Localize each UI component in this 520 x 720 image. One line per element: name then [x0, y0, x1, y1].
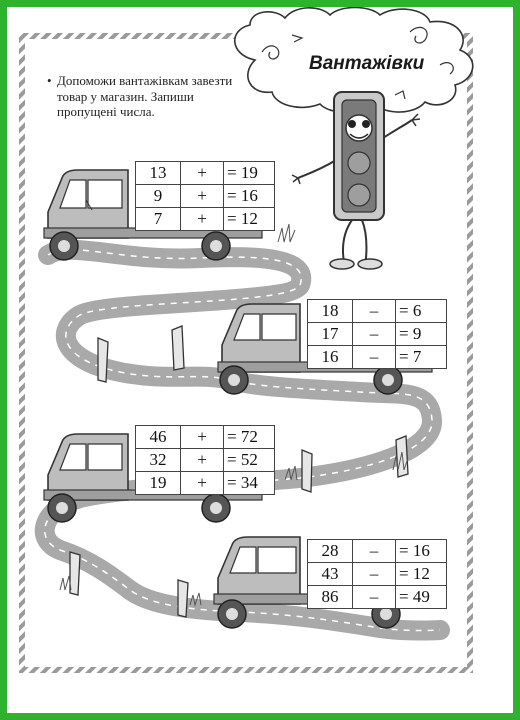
- equation-row: [136, 162, 275, 185]
- result-cell: = 52: [224, 449, 275, 472]
- first-number: 28: [308, 540, 353, 563]
- first-number: 18: [308, 300, 353, 323]
- operator-cell[interactable]: –: [353, 563, 396, 586]
- result-cell: = 9: [396, 323, 447, 346]
- equation-row: [308, 586, 447, 609]
- first-number: 32: [136, 449, 181, 472]
- operator-cell[interactable]: +: [181, 426, 224, 449]
- truck-1-equations: [135, 161, 275, 231]
- equation-row: [308, 540, 447, 563]
- operator-cell[interactable]: +: [181, 185, 224, 208]
- equation-row: [308, 563, 447, 586]
- first-number: 86: [308, 586, 353, 609]
- result-cell: = 19: [224, 162, 275, 185]
- result-cell: = 12: [396, 563, 447, 586]
- task-text: Допоможи вантажівкам завезти товар у магазин. Запиши пропущені числа.: [57, 73, 233, 119]
- first-number: 9: [136, 185, 181, 208]
- equation-row: [136, 185, 275, 208]
- result-cell: = 16: [224, 185, 275, 208]
- equation-row: [308, 346, 447, 369]
- operator-cell[interactable]: +: [181, 449, 224, 472]
- first-number: 7: [136, 208, 181, 231]
- operator-cell[interactable]: –: [353, 586, 396, 609]
- truck-2-equations: [307, 299, 447, 369]
- operator-cell[interactable]: +: [181, 472, 224, 495]
- equation-row: [308, 323, 447, 346]
- result-cell: = 16: [396, 540, 447, 563]
- result-cell: = 72: [224, 426, 275, 449]
- first-number: 17: [308, 323, 353, 346]
- task-instruction: [47, 73, 247, 120]
- result-cell: = 34: [224, 472, 275, 495]
- operator-cell[interactable]: +: [181, 208, 224, 231]
- first-number: 13: [136, 162, 181, 185]
- equation-row: [136, 208, 275, 231]
- truck-4-equations: [307, 539, 447, 609]
- truck-3-equations: [135, 425, 275, 495]
- first-number: 43: [308, 563, 353, 586]
- operator-cell[interactable]: –: [353, 346, 396, 369]
- equation-row: [308, 300, 447, 323]
- first-number: 19: [136, 472, 181, 495]
- operator-cell[interactable]: –: [353, 540, 396, 563]
- equation-row: [136, 449, 275, 472]
- result-cell: = 6: [396, 300, 447, 323]
- traffic-light-character: [292, 92, 420, 269]
- result-cell: = 49: [396, 586, 447, 609]
- first-number: 46: [136, 426, 181, 449]
- bullet-icon: •: [47, 73, 52, 88]
- result-cell: = 7: [396, 346, 447, 369]
- equation-row: [136, 426, 275, 449]
- page-title: Вантажівки: [309, 53, 425, 74]
- operator-cell[interactable]: –: [353, 300, 396, 323]
- operator-cell[interactable]: +: [181, 162, 224, 185]
- result-cell: = 12: [224, 208, 275, 231]
- operator-cell[interactable]: –: [353, 323, 396, 346]
- first-number: 16: [308, 346, 353, 369]
- equation-row: [136, 472, 275, 495]
